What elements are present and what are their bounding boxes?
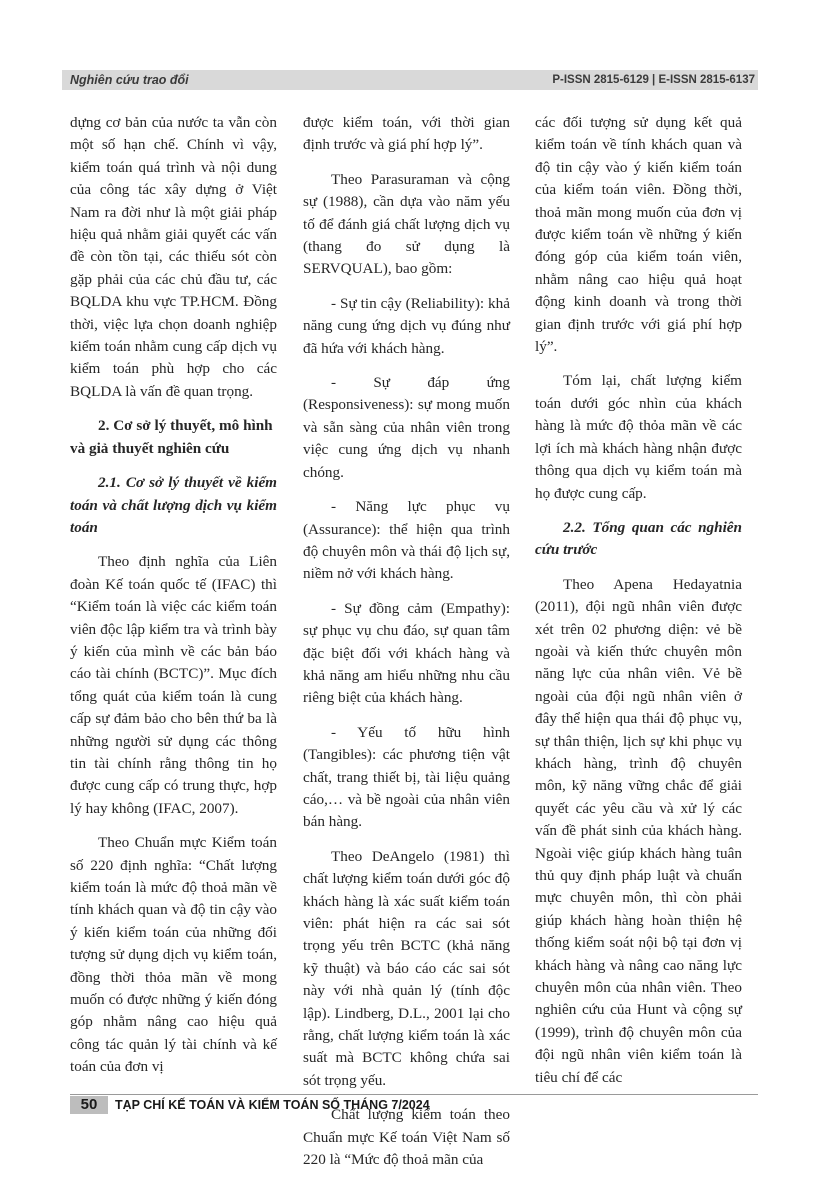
list-item: - Năng lực phục vụ (Assurance): thể hiện qua trình độ chuyên môn và thái độ lịch sự, niềm nở với khách hàng. xyxy=(303,498,510,583)
footer-divider xyxy=(70,1094,758,1095)
paragraph: Theo Parasuraman và cộng sự (1988), cần dựa vào năm yếu tố để đánh giá chất lượng dịch vụ (thang đo sử dụng là SERVQUAL), bao gồm: xyxy=(303,170,510,278)
list-item: - Yếu tố hữu hình (Tangibles): các phương tiện vật chất, trang thiết bị, tài liệu quảng cáo,… và bề ngoài của nhân viên bán hàng. xyxy=(303,723,510,831)
subsection-heading: 2.2. Tổng quan các nghiên cứu trước xyxy=(535,518,742,559)
journal-title: TẠP CHÍ KẾ TOÁN VÀ KIỂM TOÁN SỐ THÁNG 7/2024 xyxy=(115,1098,430,1112)
issn-label: P-ISSN 2815-6129 | E-ISSN 2815-6137 xyxy=(552,74,755,86)
page-number: 50 xyxy=(70,1096,108,1114)
subsection-heading: 2.1. Cơ sở lý thuyết về kiểm toán và chất lượng dịch vụ kiểm toán xyxy=(70,474,277,536)
paragraph: Theo Chuẩn mực Kiểm toán số 220 định nghĩa: “Chất lượng kiểm toán là mức độ thoả mãn về tính khách quan và độ tin cậy vào ý kiến kiểm toán của những đối tượng sử dụng dịch vụ kiểm toán, đồng thời thỏa mãn về mong muốn có được những ý kiến đóng góp nhằm nâng cao hiệu quả công tác quản lý tài chính và kế toán của đơn vị xyxy=(70,834,277,1076)
list-item: - Sự tin cậy (Reliability): khả năng cung ứng dịch vụ đúng như đã hứa với khách hàng. xyxy=(303,294,510,357)
paragraph: Tóm lại, chất lượng kiểm toán dưới góc nhìn của khách hàng là mức độ thỏa mãn về các lợi ích mà khách hàng nhận được thông qua dịch vụ kiểm toán mà họ được cung cấp. xyxy=(535,372,742,502)
paragraph: Theo Apena Hedayatnia (2011), đội ngũ nhân viên được xét trên 02 phương diện: vẻ bề ngoài và kiến thức chuyên môn năng lực của nhân viên. Vẻ bề ngoài của đội ngũ nhân viên ở đây thể hiện qua thái độ phục vụ, sự thân thiện, lịch sự khi phục vụ khách hàng, trình độ chuyên môn, kỹ năng vững chắc để giải quyết các yêu cầu và xử lý các vấn đề phát sinh của khách hàng. Ngoài việc giúp khách hàng tuân thủ quy định pháp luật và chuẩn mực chuyên môn, thì còn phải giúp khách hàng hoàn thiện hệ thống kiểm soát nội bộ tại đơn vị khách hàng và nâng cao năng lực chuyên môn của nhân viên. Theo nghiên cứu của Hunt và cộng sự (1999), trình độ chuyên môn của đội ngũ nhân viên kiểm toán là tiêu chí để các xyxy=(535,575,742,1086)
section-title: Nghiên cứu trao đổi xyxy=(70,73,189,87)
paragraph: Chất lượng kiểm toán theo Chuẩn mực Kế toán Việt Nam số 220 là “Mức độ thoả mãn của xyxy=(303,1106,510,1169)
column-1 xyxy=(70,112,277,1091)
paragraph: Theo DeAngelo (1981) thì chất lượng kiểm toán dưới góc độ khách hàng là xác suất kiểm toán viên: phát hiện ra các sai sót trọng yếu trên BCTC (khả năng kỹ thuật) và báo cáo các sai sót này với nhà quản lý (tính độc lập). Lindberg, D.L., 2001 lại cho rằng, chất lượng kiểm toán là xác suất mà BCTC không chứa sai sót trọng yếu. xyxy=(303,847,510,1089)
paragraph: các đối tượng sử dụng kết quả kiểm toán về tính khách quan và độ tin cậy vào ý kiến kiểm toán của kiểm toán viên. Đồng thời, thoả mãn mong muốn của đơn vị được kiểm toán về những ý kiến đóng góp của kiểm toán viên, nhằm nâng cao hiệu quả hoạt động kinh doanh và trong thời gian định trước với giá phí hợp lý”. xyxy=(535,114,742,356)
list-item: - Sự đồng cảm (Empathy): sự phục vụ chu đáo, sự quan tâm đặc biệt đối với khách hàng và khả năng am hiểu những nhu cầu riêng biệt của khách hàng. xyxy=(303,599,510,707)
column-3 xyxy=(535,112,742,1101)
paragraph: dựng cơ bản của nước ta vẫn còn một số hạn chế. Chính vì vậy, kiểm toán quá trình và nội dung của công tác xây dựng ở Việt Nam ra đời như là một giải pháp hiệu quả nhằm giải quyết các vấn đề còn tồn tại, các thiếu sót còn gặp phải của các chủ đầu tư, các BQLDA khu vực TP.HCM. Đồng thời, việc lựa chọn doanh nghiệp kiểm toán nhằm cung cấp dịch vụ kiểm toán phù hợp cho các BQLDA là vấn đề quan trọng. xyxy=(70,114,277,400)
column-2 xyxy=(303,112,510,1183)
paragraph: được kiểm toán, với thời gian định trước và giá phí hợp lý”. xyxy=(303,114,510,154)
paragraph: Theo định nghĩa của Liên đoàn Kế toán quốc tế (IFAC) thì “Kiểm toán là việc các kiểm toán viên độc lập kiểm tra và trình bày ý kiến của mình về các bản báo cáo tài chính (BCTC)”. Mục đích tổng quát của kiểm toán là cung cấp sự đảm bảo cho bên thứ ba là những người sử dụng các thông tin tài chính rằng thông tin họ được cung cấp có trung thực, hợp lý hay không (IFAC, 2007). xyxy=(70,553,277,817)
section-heading: 2. Cơ sở lý thuyết, mô hình và giả thuyết nghiên cứu xyxy=(70,417,273,457)
list-item: - Sự đáp ứng (Responsiveness): sự mong muốn và sẵn sàng của nhân viên trong việc cung ứng dịch vụ nhanh chóng. xyxy=(303,374,510,481)
